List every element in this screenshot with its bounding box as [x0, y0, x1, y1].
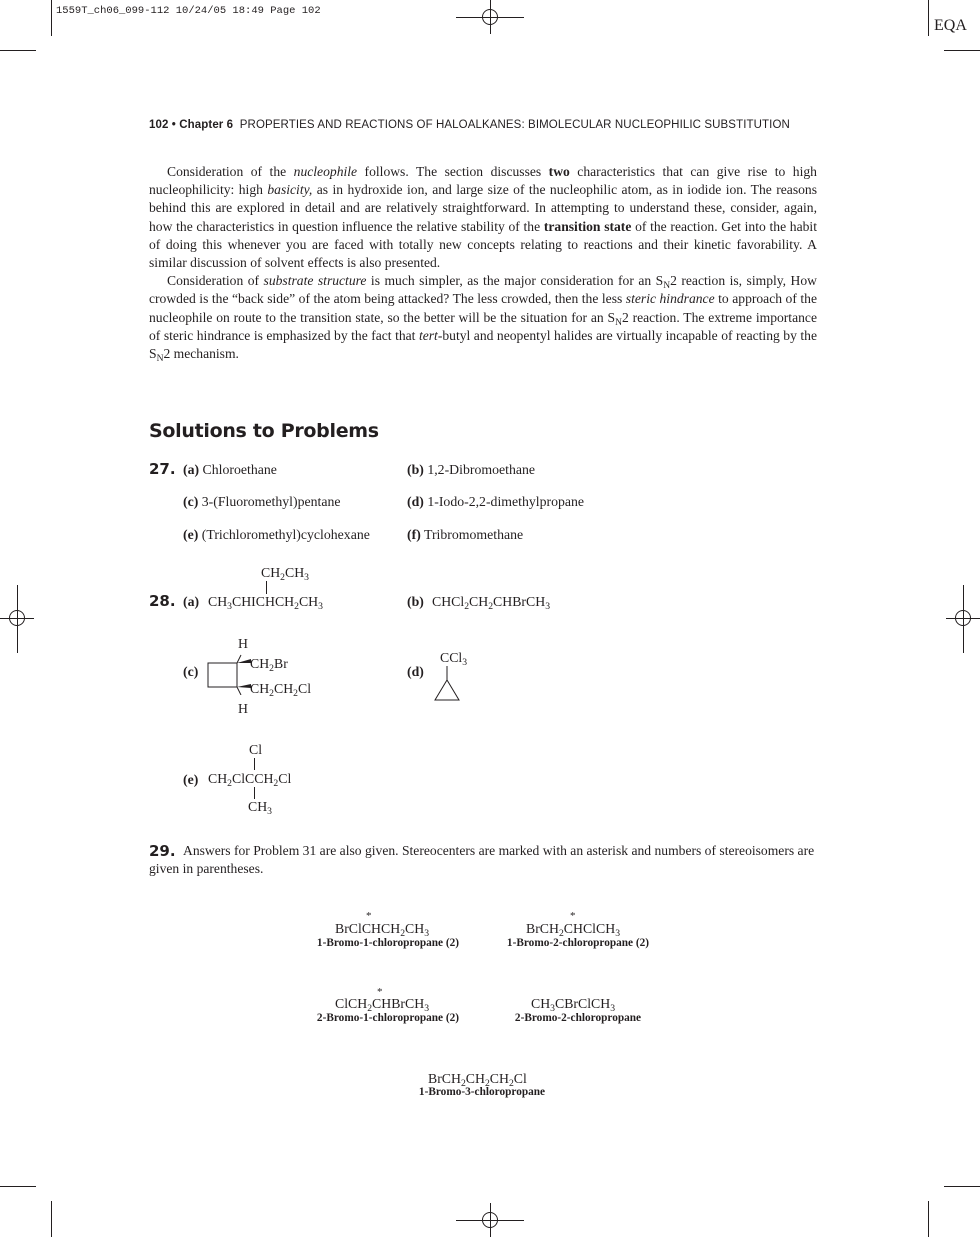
stereocenter-marker: * [377, 986, 383, 998]
problem-number: 27. [149, 460, 176, 478]
chapter-title: PROPERTIES AND REACTIONS OF HALOALKANES: BIMOLECULAR NUCLEOPHILIC SUBSTITUTION [239, 119, 790, 131]
substituent-ch2ch2cl: $CH_2CH_2Cl$ [250, 681, 312, 699]
stereocenter-marker: * [570, 910, 576, 922]
problem-number: 29. [149, 842, 176, 860]
problem-number: 28. [149, 592, 176, 610]
formula-2-bromo-2-chloropropane: $CH_3CBrClCH_3$ [531, 996, 616, 1014]
atom-h-bottom: H [238, 701, 248, 716]
answer-28b-label: (b) [407, 594, 424, 609]
formula-2-bromo-1-chloropropane: ClCH$_2$CHBrCH$_3$ [335, 996, 430, 1014]
section-heading: Solutions to Problems [149, 420, 379, 442]
substituent-ccl3: CCl$_3$ [440, 650, 468, 668]
answer-27f: (f) Tribromomethane [407, 527, 524, 542]
answer-27b: (b) 1,2-Dibromoethane [407, 462, 535, 477]
crop-mark [928, 1201, 929, 1237]
atom-h-top: H [238, 636, 248, 651]
crop-mark [944, 50, 980, 51]
compound-name: 2-Bromo-2-chloropropane [514, 1012, 642, 1024]
compound-name: 1-Bromo-3-chloropropane [418, 1086, 546, 1098]
cyclobutane-ring [205, 650, 255, 695]
compound-name: 2-Bromo-1-chloropropane (2) [316, 1012, 460, 1024]
corner-mark: EQA [934, 17, 967, 34]
crop-mark [51, 1201, 52, 1237]
structure-28a-branch: $CH_2CH_3$ [261, 565, 309, 583]
bond-line [254, 758, 255, 770]
answer-27d: (d) 1-Iodo-2,2-dimethylpropane [407, 494, 585, 509]
registration-line [456, 1220, 524, 1221]
formula-1-bromo-1-chloropropane: $BrClCHCH_2CH_3$ [335, 921, 430, 939]
compound-name: 1-Bromo-1-chloropropane (2) [316, 937, 460, 949]
structure-28a-chain: $CH_3CHICHCH_2CH_3$ [208, 594, 323, 612]
formula-1-bromo-3-chloropropane: $BrCH_2CH_2CH_2Cl$ [428, 1071, 527, 1089]
crop-mark [0, 50, 36, 51]
paragraph-substrate: Consideration of substrate structure is much simpler, as the major consideration for an $S_N2$ reaction is, simply, How crowded is the “back side” of the atom being attacked? The less crowded, then the less steric hindrance to approach of the nucleophile on route to the transition state, so the better will be the situation for an $S_N2$ reaction. The extreme importance of steric hindrance is emphasized by the fact that tert-butyl and neopentyl halides are virtually incapable of reacting by the $S_N2$ mechanism. [149, 273, 818, 365]
problem-29-text: Answers for Problem 31 are also given. Stereocenters are marked with an asterisk and numbers of stereoisomers are given in parentheses. [149, 843, 815, 877]
bond-line [266, 581, 267, 594]
stereocenter-marker: * [366, 910, 372, 922]
page-number: 102 [149, 119, 169, 131]
crop-mark [0, 1186, 36, 1187]
answer-27a: (a) Chloroethane [183, 462, 277, 477]
methyl-bottom: $CH_3$ [248, 799, 272, 817]
answer-28e-label: (e) [183, 772, 199, 787]
chapter-label: Chapter 6 [179, 119, 234, 131]
bond-line [254, 787, 255, 799]
bullet: • [171, 119, 176, 131]
substituent-ch2br: $CH_2Br$ [250, 656, 288, 674]
answer-28d-label: (d) [407, 664, 424, 679]
crop-mark [51, 0, 52, 36]
crop-mark [928, 0, 929, 36]
cyclopropane-ring [430, 664, 464, 704]
running-head [149, 119, 790, 131]
answer-27e: (e) (Trichloromethyl)cyclohexane [183, 527, 370, 542]
registration-line [963, 585, 964, 653]
body-text [149, 163, 817, 363]
answer-28a-label: (a) [183, 594, 200, 609]
structure-28b: $CHCl_2CH_2CHBrCH_3$ [432, 594, 551, 612]
answer-27c: (c) 3-(Fluoromethyl)pentane [183, 494, 341, 509]
atom-cl-top: Cl [249, 742, 263, 757]
registration-line [17, 585, 18, 653]
crop-mark [944, 1186, 980, 1187]
structure-28e-chain: $CH_2ClCCH_2Cl$ [208, 771, 292, 789]
paragraph-nucleophile: Consideration of the nucleophile follows. The section discusses two characteristics that can give rise to high nucleophilicity: high basicity, as in hydroxide ion, and large size of the nucleophilic atom, as in iodide ion. The reasons behind this are explored in detail and are relatively straightforward. In attempting to understand these, consider, again, how the characteristics in question influence the relative stability of the transition state of the reaction. Get into the habit of doing this whenever you are faced with totally new concepts relating to reactions and their kinetic favorability. A similar discussion of solvent effects is also presented. [149, 164, 817, 271]
registration-line [456, 17, 524, 18]
formula-1-bromo-2-chloropropane: BrCH$_2$CHClCH$_3$ [526, 921, 621, 939]
compound-name: 1-Bromo-2-chloropropane (2) [506, 937, 650, 949]
print-slug: 1559T_ch06_099-112 10/24/05 18:49 Page 102 [56, 5, 321, 17]
answer-28c-label: (c) [183, 664, 199, 679]
